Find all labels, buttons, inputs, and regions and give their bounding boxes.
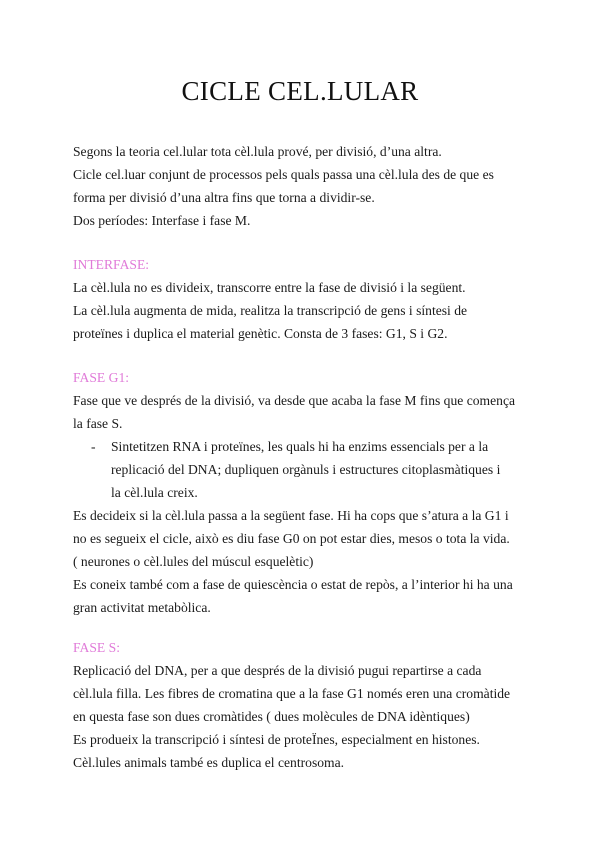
fase-g1-after-line: no es segueix el cicle, això es diu fase G0 on pot estar dies, mesos o tota la vida. [73,531,510,546]
fase-g1-heading: FASE G1: [73,370,130,385]
fase-g1-bullet-line [73,458,543,481]
fase-g1-line: Fase que ve després de la divisió, va desde que acaba la fase M fins que comença [73,393,516,408]
fase-s-line: Es produeix la transcripció i síntesi de proteÏnes, especialment en histones. [73,732,480,747]
bullet-text: replicació del DNA; dupliquen orgànuls i estructures citoplasmàtiques i [111,462,501,477]
fase-g1-bullet-line [73,481,543,504]
interfase-heading: INTERFASE: [73,257,150,272]
bullet-text: la cèl.lula creix. [111,485,198,500]
intro-line: forma per divisió d’una altra fins que torna a dividir-se. [73,190,375,205]
fase-s-line: Cèl.lules animals també es duplica el centrosoma. [73,755,345,770]
fase-s-line: en questa fase son dues cromàtides ( dues molècules de DNA idèntiques) [73,709,470,724]
page-title: CICLE CEL.LULAR [181,76,419,106]
fase-g1-after-line: Es coneix també com a fase de quiescència o estat de repòs, a l’interior hi ha una [73,577,513,592]
interfase-section [73,253,543,345]
bullet-dash: - [91,439,96,454]
fase-g1-bullet-line [73,435,543,458]
interfase-line: La cèl.lula augmenta de mida, realitza la transcripció de gens i síntesi de [73,303,468,318]
fase-g1-after-line: gran activitat metabòlica. [73,600,211,615]
fase-g1-after-line: ( neurones o cèl.lules del múscul esquelètic) [73,554,314,569]
fase-s-section [73,636,543,774]
intro-line: Dos períodes: Interfase i fase M. [73,213,251,228]
bullet-text: Sintetitzen RNA i proteïnes, les quals hi ha enzims essencials per a la [111,439,489,454]
fase-g1-section [73,366,543,619]
intro-line: Cicle cel.luar conjunt de processos pels quals passa una cèl.lula des de que es [73,167,494,182]
intro-section [73,140,543,232]
fase-s-line: cèl.lula filla. Les fibres de cromatina que a la fase G1 només eren una cromàtide [73,686,511,701]
fase-s-line: Replicació del DNA, per a que després de la divisió pugui repartirse a cada [73,663,482,678]
fase-g1-line: la fase S. [73,416,123,431]
interfase-line: proteïnes i duplica el material genètic. Consta de 3 fases: G1, S i G2. [73,326,448,341]
intro-line: Segons la teoria cel.lular tota cèl.lula prové, per divisió, d’una altra. [73,144,442,159]
interfase-line: La cèl.lula no es divideix, transcorre entre la fase de divisió i la següent. [73,280,466,295]
fase-g1-after-line: Es decideix si la cèl.lula passa a la següent fase. Hi ha cops que s’atura a la G1 i [73,508,509,523]
fase-s-heading: FASE S: [73,640,120,655]
